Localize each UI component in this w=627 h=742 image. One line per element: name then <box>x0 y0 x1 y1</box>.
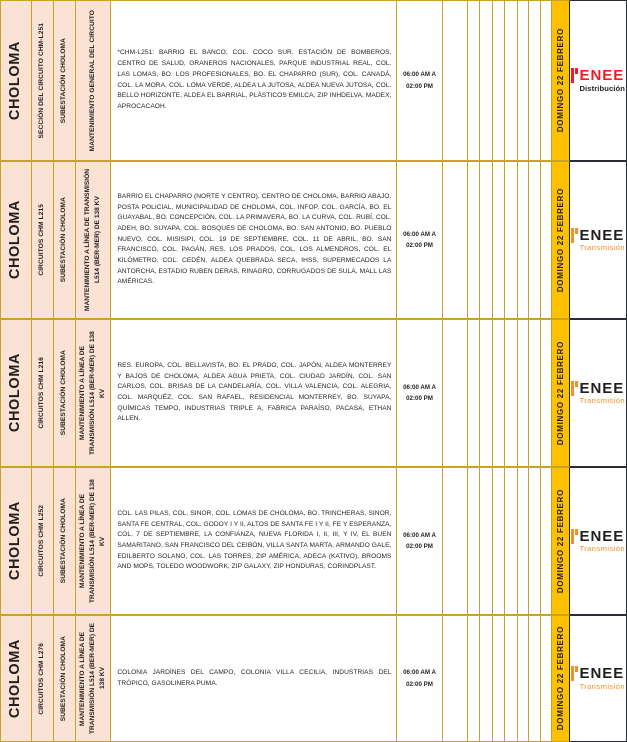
cell-maintenance-type <box>76 319 112 467</box>
enee-logo <box>571 529 624 553</box>
affected-areas-text: *CHM-L251: BARRIO EL BANCO, COL. COCO SUR, ESTACIÓN DE BOMBEROS, CENTRO DE SALUD, GRANEROS NACIONALES, PARQUE INDUSTRIAL REAL, COL. LAS LOMAS, BO. LOS PROFESIONALES, BO. EL CHAPARRO (SUR), COL. CANADÁ, COL. LA MORA, COL. LOMA VERDE, ALDEA LA JUTOSA, ALDEA NUEVA JUTOSA, COL. BELLO HORIZONTE, ALDEA EL BARRIAL, PLÁSTICOS EMILCA, ZIP INHDELVA, MADEX, APROCACAOH. <box>117 49 392 110</box>
affected-areas-text: COL. LAS PILAS, COL. SINOR, COL. LOMAS DE CHOLOMA, BO. TRINCHERAS, SINOR, SANTA FE CENTRAL, COL. GODOY I Y II, ALTOS DE SANTA FE I Y II, FE Y ESPERANZA, COL. 7 DE SEPTIEMBRE, LA CONFIANZA, NUEVA FLORIDA I, II, III, Y IV, EL BUEN SAMARITANO, SAN FRANCISCO DEL CEIBÓN, VILLA SANTA MARTA, ARMANDO GALE, EDILBERTO SOLANO, COL. LAS TORRES, ZIP AMÉRICA, ADECA (KATIVO), BROOMS AND MOPS, TOLEDO WOODWORK, ZIP GALAXY, ZIP HONDURAS, CORINDPLAST. <box>117 509 392 571</box>
cell-spacer-6 <box>518 615 530 742</box>
cell-maintenance-type-label: MANTENIMIENTO A LÍNEA DE TRANSMISIÓN L514 (BER-MER) DE 138 KV <box>84 168 102 311</box>
enee-flame-icon <box>571 381 578 396</box>
cell-spacer-7 <box>529 467 541 615</box>
enee-division-label: Transmisión <box>579 243 625 253</box>
cell-outage-date <box>552 319 570 467</box>
cell-spacer-3 <box>480 161 493 319</box>
enee-logo <box>571 68 625 92</box>
cell-spacer-4 <box>493 467 506 615</box>
cell-brand-logo <box>570 0 627 161</box>
cell-spacer-7 <box>529 319 541 467</box>
enee-flame-icon <box>571 228 578 243</box>
cell-outage-time <box>397 0 442 161</box>
cell-brand-logo <box>570 467 627 615</box>
cell-spacer-1 <box>443 0 469 161</box>
affected-areas-text: RES. EUROPA, COL. BELLAVISTA, BO. EL PRADO, COL. JAPÓN, ALDEA MONTERREY Y BAJOS DE CHOLOMA, ALDEA AGUA PRIETA, COL. CIUDAD JARDÍN, COL. SAN CARLOS, COL. BRISAS DE LA CANDELARÍA, COL. VILLA VALENCIA, COL. ALEGRIA, COL. MARQUÉZ, COL. SAN RAFAEL, RESIDENCIAL MONTERREY, BO. SUYAPA, QUÍMICAS TEMPO, INDUSTRIAS TRIPLE A, FABRICA PARAÍSO, PACASA, ETHAN ALLEN. <box>117 361 392 423</box>
cell-spacer-2 <box>468 319 480 467</box>
cell-spacer-3 <box>480 615 493 742</box>
cell-circuit-section <box>32 615 54 742</box>
cell-spacer-4 <box>493 319 506 467</box>
cell-city-label: CHOLOMA <box>7 40 24 121</box>
enee-logo <box>571 381 624 405</box>
cell-outage-date <box>552 615 570 742</box>
cell-substation <box>54 0 76 161</box>
cell-substation-label: SUBESTACIÓN CHOLOMA <box>59 635 67 722</box>
cell-city-label: CHOLOMA <box>7 501 24 581</box>
cell-spacer-7 <box>529 161 541 319</box>
cell-circuit-section-label: CIRCUITOS CHM L216 <box>37 357 45 429</box>
outage-date-label: DOMINGO 22 FEBRERO <box>555 626 565 731</box>
cell-substation <box>54 615 76 742</box>
cell-maintenance-type <box>76 615 112 742</box>
cell-spacer-5 <box>505 467 518 615</box>
cell-spacer-2 <box>468 161 480 319</box>
enee-wordmark: ENEE <box>579 67 625 85</box>
cell-substation <box>54 467 76 615</box>
cell-circuit-section-label: CIRCUITOS CHM L215 <box>37 204 45 276</box>
cell-circuit-section <box>32 467 54 615</box>
cell-brand-logo <box>570 615 627 742</box>
cell-outage-date <box>552 161 570 319</box>
cell-city <box>0 319 32 467</box>
outage-date-label: DOMINGO 22 FEBRERO <box>555 28 565 133</box>
table-row <box>0 0 627 161</box>
cell-maintenance-type-label: MANTENIMIENTO A LÍNEA DE TRANSMISIÓN L514 (BER-MER) DE 138 KV <box>79 479 107 603</box>
cell-affected-areas <box>111 0 397 161</box>
cell-circuit-section-label: CIRCUITOS CHM L252 <box>37 505 45 577</box>
cell-spacer-5 <box>505 319 518 467</box>
cell-maintenance-type-label: MANTENIMIENTO GENERAL DEL CIRCUITO <box>88 9 96 152</box>
outage-time-text: 06:00 AM A 02:00 PM <box>403 71 436 90</box>
outage-date-label: DOMINGO 22 FEBRERO <box>555 187 565 293</box>
cell-spacer-4 <box>493 161 506 319</box>
enee-logo <box>571 666 624 690</box>
cell-spacer-5 <box>505 615 518 742</box>
cell-spacer-7 <box>529 0 541 161</box>
cell-spacer-1 <box>443 615 469 742</box>
enee-logo <box>571 228 624 252</box>
cell-spacer-8 <box>541 161 553 319</box>
cell-spacer-7 <box>529 615 541 742</box>
cell-circuit-section <box>32 0 54 161</box>
cell-spacer-3 <box>480 0 493 161</box>
cell-spacer-1 <box>443 161 469 319</box>
outage-time-text: 06:00 AM A 02:00 PM <box>403 669 436 688</box>
affected-areas-text: COLONIA JARDÍNES DEL CAMPO, COLONIA VILLA CECILIA, INDUSTRIAS DEL TRÓPICO, GASOLINERA PUMA. <box>117 668 392 687</box>
enee-flame-icon <box>571 666 578 681</box>
enee-wordmark: ENEE <box>579 665 625 683</box>
cell-spacer-2 <box>468 615 480 742</box>
cell-maintenance-type-label: MANTENIMIENTO A LÍNEA DE TRANSMISIÓN L514 (BER-MER) DE 138 KV <box>79 331 107 455</box>
cell-city <box>0 467 32 615</box>
cell-city <box>0 0 32 161</box>
cell-affected-areas <box>111 161 397 319</box>
cell-circuit-section-label: CIRCUITOS CHM L276 <box>37 642 45 715</box>
cell-outage-date <box>552 467 570 615</box>
enee-flame-icon <box>571 68 578 83</box>
cell-maintenance-type <box>76 467 112 615</box>
cell-spacer-4 <box>493 0 506 161</box>
cell-spacer-8 <box>541 467 553 615</box>
cell-city-label: CHOLOMA <box>7 353 24 433</box>
cell-spacer-6 <box>518 319 530 467</box>
cell-substation-label: SUBESTACIÓN CHOLOMA <box>59 350 67 436</box>
cell-circuit-section <box>32 161 54 319</box>
cell-brand-logo <box>570 319 627 467</box>
cell-outage-time <box>397 467 442 615</box>
cell-spacer-6 <box>518 467 530 615</box>
enee-division-label: Transmisión <box>579 544 625 554</box>
cell-circuit-section <box>32 319 54 467</box>
table-row <box>0 615 627 742</box>
cell-city-label: CHOLOMA <box>7 200 24 280</box>
outage-date-label: DOMINGO 22 FEBRERO <box>555 340 565 446</box>
cell-affected-areas <box>111 467 397 615</box>
enee-division-label: Transmisión <box>579 681 625 691</box>
cell-spacer-3 <box>480 319 493 467</box>
cell-affected-areas <box>111 319 397 467</box>
cell-spacer-6 <box>518 161 530 319</box>
cell-spacer-2 <box>468 467 480 615</box>
enee-wordmark: ENEE <box>579 527 625 545</box>
cell-spacer-8 <box>541 0 553 161</box>
outage-time-text: 06:00 AM A 02:00 PM <box>403 383 436 402</box>
cell-spacer-1 <box>443 319 469 467</box>
cell-outage-date <box>552 0 570 161</box>
table-row <box>0 161 627 319</box>
outage-date-label: DOMINGO 22 FEBRERO <box>555 488 565 594</box>
enee-division-label: Distribución <box>579 83 625 93</box>
cell-outage-time <box>397 319 442 467</box>
cell-substation <box>54 319 76 467</box>
cell-spacer-3 <box>480 467 493 615</box>
enee-flame-icon <box>571 529 578 544</box>
cell-spacer-2 <box>468 0 480 161</box>
cell-substation-label: SUBESTACIÓN CHOLOMA <box>59 37 67 124</box>
cell-city-label: CHOLOMA <box>7 638 24 719</box>
outage-time-text: 06:00 AM A 02:00 PM <box>403 230 436 249</box>
outage-time-text: 06:00 AM A 02:00 PM <box>403 531 436 550</box>
table-row <box>0 467 627 615</box>
cell-circuit-section-label: SECCIÓN DEL CIRCUITO CHM-L251 <box>37 22 45 139</box>
cell-spacer-6 <box>518 0 530 161</box>
cell-outage-time <box>397 161 442 319</box>
cell-substation <box>54 161 76 319</box>
cell-maintenance-type-label: MANTENIMIENTO A LÍNEA DE TRANSMISIÓN L514 (BER-MER) DE 138 KV <box>79 622 107 734</box>
enee-division-label: Transmisión <box>579 396 625 406</box>
enee-wordmark: ENEE <box>579 379 625 397</box>
cell-maintenance-type <box>76 161 112 319</box>
cell-city <box>0 161 32 319</box>
cell-spacer-4 <box>493 615 506 742</box>
cell-spacer-8 <box>541 615 553 742</box>
cell-maintenance-type <box>76 0 112 161</box>
affected-areas-text: BARRIO EL CHAPARRO (NORTE Y CENTRO), CENTRO DE CHOLOMA, BARRIO ABAJO, POSTA POLICIAL, MUNICIPALIDAD DE CHOLOMA, COL. INFOP, COL. GARCÍA, BO. EL GUAYABAL, BO. CONCEPCIÓN, COL. LA PRIMAVERA, BO. LA CURVA, COL. RUBÍ, COL. ADEH, BO. SUYAPA, COL. BOSQUES DE CHOLOMA, BO. SAN ANTONIO, BO. PUEBLO NUEVO, COL. MISISIPI, COL. 19 DE SEPTIEMBRE, COL. 11 DE ABRIL, BO. SAN FRANCISCO, COL. PAGÁN, RES. LOS PRADOS, COL. LOS ALMENDROS, COL. EL KILÓMETRO, COL. CEDÉN, ALDEA QUEBRADA SECA, IHSS, SUPERMECADOS LA ANTORCHA, ESTADIO RUBEN DERAS, RINAGRO, CORRUGADOS DE SULA, MALL LAS AMÉRICAS. <box>117 192 392 286</box>
cell-outage-time <box>397 615 442 742</box>
cell-affected-areas <box>111 615 397 742</box>
enee-wordmark: ENEE <box>579 226 625 244</box>
cell-substation-label: SUBESTACIÓN CHOLOMA <box>59 197 67 283</box>
cell-spacer-1 <box>443 467 469 615</box>
table-row <box>0 319 627 467</box>
cell-spacer-5 <box>505 161 518 319</box>
cell-spacer-8 <box>541 319 553 467</box>
cell-city <box>0 615 32 742</box>
cell-brand-logo <box>570 161 627 319</box>
cell-substation-label: SUBESTACIÓN CHOLOMA <box>59 498 67 584</box>
cell-spacer-5 <box>505 0 518 161</box>
